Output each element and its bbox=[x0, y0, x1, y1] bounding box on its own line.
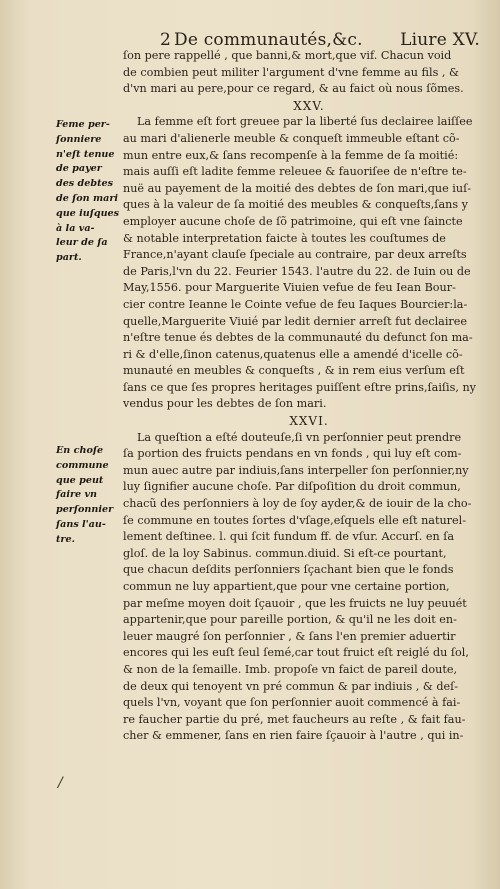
text-line: re faucher partie du pré, met faucheurs au reſte , & fait fau- bbox=[123, 712, 466, 726]
text-line: par meſme moyen doit ſçauoir , que les fruicts ne luy peuuét bbox=[123, 596, 467, 610]
margin-note-line: que peut bbox=[56, 474, 104, 486]
margin-note-line: que iuſques bbox=[56, 207, 120, 219]
text-line: ſe commune en toutes ſortes d'vſage,eſquels elle eſt naturel- bbox=[123, 513, 466, 527]
margin-note-line: ſonniere bbox=[56, 133, 102, 145]
margin-note-common-property bbox=[56, 444, 120, 548]
margin-note-line: commune bbox=[56, 459, 109, 471]
margin-mark: / bbox=[58, 775, 63, 791]
text-line: de Paris,l'vn du 22. Feurier 1543. l'autre du 22. de Iuin ou de bbox=[123, 264, 471, 278]
text-line: gloſ. de la loy Sabinus. commun.diuid. Si eſt-ce pourtant, bbox=[123, 546, 447, 560]
margin-note-line: En choſe bbox=[56, 445, 104, 456]
text-line: ſans ce que ſes propres heritages puiſſent eſtre prins,ſaiſis, ny bbox=[123, 380, 476, 394]
text-line: quels l'vn, voyant que ſon perſonnier auoit commencé à fai- bbox=[123, 696, 461, 710]
text-line: La queſtion a eſté douteuſe,ſi vn perſonnier peut prendre bbox=[137, 430, 462, 444]
margin-note-line: part. bbox=[56, 252, 82, 264]
text-line: nuë au payement de la moitié des debtes de ſon mari,que iuſ- bbox=[123, 181, 472, 195]
text-line: & notable interpretation faicte à toutes les couſtumes de bbox=[123, 231, 446, 245]
text-line: & non de la ſemaille. Imb. propoſe vn faict de pareil doute, bbox=[123, 662, 458, 676]
text-line: quelle,Marguerite Viuié par ledit dernier arreſt fut declairee bbox=[123, 314, 468, 328]
margin-note-line: Feme per- bbox=[56, 119, 110, 130]
section-heading: XXVI. bbox=[289, 414, 329, 429]
text-line: La femme eſt fort greuee par la liberté ſus declairee laiſſee bbox=[137, 115, 473, 129]
text-line: leuer maugré ſon perſonnier , & ſans l'en premier aduertir bbox=[123, 629, 456, 643]
text-line: ſa portion des fruicts pendans en vn fonds , qui luy eſt com- bbox=[123, 447, 462, 461]
text-line: au mari d'alienerle meuble & conqueſt immeuble eſtant cõ- bbox=[123, 131, 460, 145]
margin-note-line: n'eſt tenue bbox=[56, 148, 115, 160]
margin-note-line: faire vn bbox=[56, 489, 98, 501]
text-line: encores qui les euſt ſeul ſemé,car tout fruict eſt reiglé du ſol, bbox=[123, 646, 469, 660]
text-line: d'vn mari au pere,pour ce regard, & au faict où nous ſõmes. bbox=[123, 82, 464, 96]
text-line: mun auec autre par indiuis,ſans interpeller ſon perſonnier,ny bbox=[123, 463, 469, 477]
margin-note-line: de payer bbox=[56, 163, 102, 175]
margin-note-wife-debts bbox=[56, 118, 120, 266]
text-line: chacũ des perſonniers à loy de ſoy ayder,& de iouir de la cho- bbox=[123, 497, 472, 511]
main-text-column bbox=[123, 48, 495, 745]
margin-note-line: de ſon mari bbox=[56, 192, 119, 204]
text-line: de deux qui tenoyent vn pré commun & par indiuis , & deſ- bbox=[123, 679, 459, 693]
text-line: vendus pour les debtes de ſon mari. bbox=[123, 397, 327, 411]
section-heading: XXV. bbox=[293, 98, 325, 113]
text-line: de combien peut militer l'argument d'vne femme au fils , & bbox=[123, 65, 459, 79]
book-number: Liure XV. bbox=[400, 30, 480, 50]
margin-note-line: des debtes bbox=[56, 178, 114, 190]
text-line: appartenir,que pour pareille portion, & qu'il ne les doit en- bbox=[123, 613, 457, 627]
text-line: employer aucune choſe de ſõ patrimoine, qui eſt vne ſaincte bbox=[123, 214, 463, 228]
margin-note-line: ſans l'au- bbox=[56, 518, 106, 530]
running-title: De communautés,&c. bbox=[174, 30, 363, 50]
text-line: luy ſignifier aucune choſe. Par diſpoſition du droit commun, bbox=[123, 480, 461, 494]
text-line: May,1556. pour Marguerite Viuien vefue de feu Iean Bour- bbox=[123, 281, 456, 295]
text-line: cier contre Ieanne le Cointe vefue de feu Iaques Bourcier:la- bbox=[123, 297, 468, 311]
text-line: ri & d'elle,ſinon catenus,quatenus elle a amendé d'icelle cõ- bbox=[123, 347, 463, 361]
text-line: munauté en meubles & conqueſts , & in rem eius verſum eſt bbox=[123, 364, 465, 378]
text-line: cher & emmener, ſans en rien faire ſçauoir à l'autre , qui in- bbox=[123, 729, 464, 743]
margin-note-line: leur de ſa bbox=[56, 237, 108, 249]
text-line: mais auſſi eſt ladite femme releuee & fauoriſee de n'eſtre te- bbox=[123, 165, 467, 179]
text-line: France,n'ayant clauſe ſpeciale au contraire, par deux arreſts bbox=[123, 248, 467, 262]
margin-note-line: à la va- bbox=[56, 222, 95, 234]
margin-note-line: tre. bbox=[56, 533, 75, 545]
text-line: que chacun deſdits perſonniers ſçachant bien que le fonds bbox=[123, 563, 454, 577]
text-line: n'eſtre tenue és debtes de la communauté du defunct ſon ma- bbox=[123, 331, 473, 345]
text-line: ſon pere rappellé , que banni,& mort,que vif. Chacun void bbox=[123, 49, 452, 62]
margin-note-line: perſonnier bbox=[56, 504, 114, 516]
text-line: lement deſtinee. l. qui ſcit fundum ff. de vſur. Accurſ. en ſa bbox=[123, 530, 455, 544]
text-line: mun entre eux,& ſans recompenſe à la femme de ſa moitié: bbox=[123, 148, 459, 162]
page-number: 2 bbox=[160, 30, 172, 50]
text-line: ques à la valeur de ſa moitié des meubles & conqueſts,ſans y bbox=[123, 198, 468, 212]
text-line: commun ne luy appartient,que pour vne certaine portion, bbox=[123, 580, 450, 593]
